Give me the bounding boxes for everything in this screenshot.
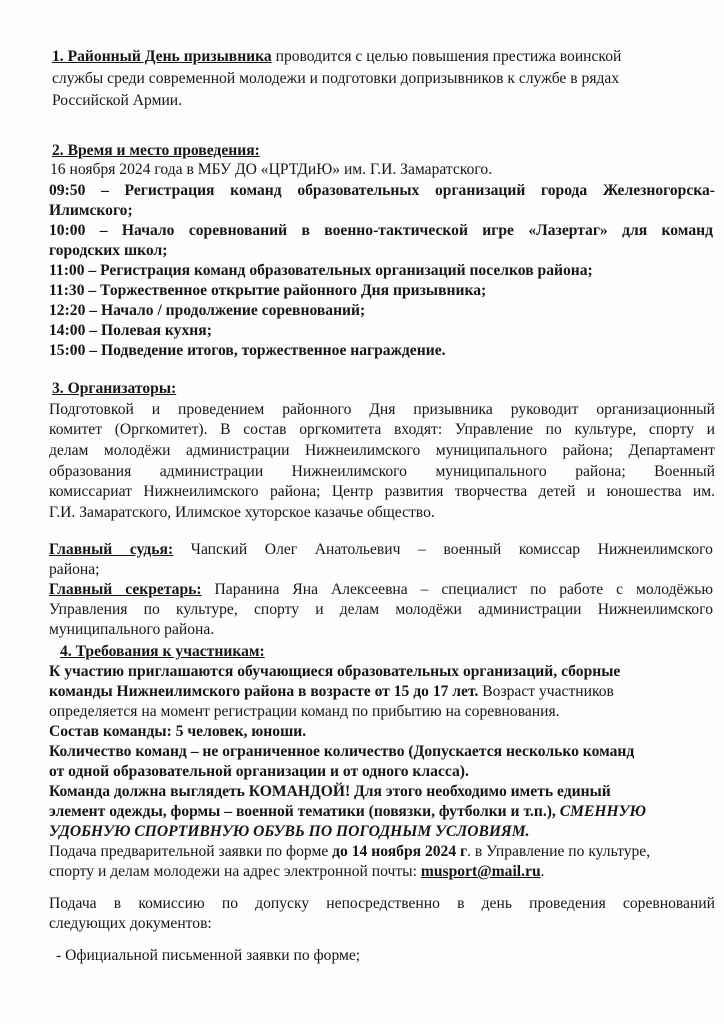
chief-secretary-label: Главный секретарь:	[49, 581, 202, 598]
schedule-item-2: 10:00 – Начало соревнований в военно-тактической игре «Лазертаг» для команд	[49, 222, 713, 239]
schedule-item-6: 14:00 – Полевая кухня;	[49, 322, 212, 339]
schedule-item-1-cont: Илимского;	[49, 202, 133, 219]
schedule-item-3: 11:00 – Регистрация команд образовательных организаций поселков района;	[49, 262, 593, 279]
section3-line1: Подготовкой и проведением районного Дня призывника руководит организационный	[49, 401, 715, 418]
chief-judge-line2: района;	[49, 561, 100, 578]
schedule-item-1: 09:50 – Регистрация команд образовательных организаций города Железногорска-	[49, 182, 715, 199]
team-look-line2-bold: элемент одежды, формы – военной тематики (повязки, футболки и т.п.),	[49, 803, 560, 820]
chief-judge-text: Чапский Олег Анатольевич – военный комиссар Нижнеилимского	[173, 541, 713, 558]
chief-secretary-text: Паранина Яна Алексеевна – специалист по работе с молодёжью	[201, 581, 713, 598]
schedule-item-4: 11:30 – Торжественное открытие районного Дня призывника;	[49, 282, 487, 299]
section1-line1-rest: проводится с целью повышения престижа воинской	[271, 48, 622, 65]
section3-heading: 3. Организаторы:	[52, 380, 177, 397]
chief-secretary-line2: Управления по культуре, спорту и делам молодёжи администрации Нижнеилимского	[49, 601, 713, 618]
chief-secretary-line	[49, 580, 713, 600]
section4-p1-line1: К участию приглашаются обучающиеся образовательных организаций, сборные	[49, 663, 621, 680]
contact-email-link[interactable]: musport@mail.ru	[420, 863, 541, 880]
section4-p1-line2-rest: Возраст участников	[478, 683, 614, 700]
application-deadline: до 14 ноября 2024 г	[332, 843, 468, 860]
team-look-line1: Команда должна выглядеть КОМАНДОЙ! Для этого необходимо иметь единый	[49, 783, 611, 800]
team-look-line2	[49, 802, 646, 822]
section1-heading: 1. Районный День призывника	[52, 48, 272, 65]
document-list-item-1: - Официальной письменной заявки по форме;	[56, 947, 361, 964]
chief-judge-line	[49, 540, 713, 560]
section4-p1-line3: определяется на момент регистрации команд по прибытию на соревнования.	[49, 703, 560, 720]
section3-line2: комитет (Оргкомитет). В состав оргкомитета входят: Управление по культуре, спорту и	[49, 421, 715, 438]
application-line2	[49, 862, 545, 882]
application-line2-c: .	[540, 863, 545, 880]
section3-line3: делам молодёжи администрации Нижнеилимского муниципального района; Департамент	[49, 442, 715, 459]
schedule-item-7: 15:00 – Подведение итогов, торжественное награждение.	[49, 342, 446, 359]
section2-heading: 2. Время и место проведения:	[52, 142, 260, 159]
section3-line4: образования администрации Нижнеилимского муниципального района; Военный	[49, 463, 715, 480]
section2-date-place: 16 ноября 2024 года в МБУ ДО «ЦРТДиЮ» им. Г.И. Замаратского.	[50, 161, 493, 178]
team-composition: Состав команды: 5 человек, юноши.	[49, 723, 307, 740]
team-count-line1: Количество команд – не ограниченное количество (Допускается несколько команд	[49, 743, 635, 760]
commission-line2: следующих документов:	[49, 915, 212, 932]
section4-p1-line2	[49, 682, 614, 702]
commission-line1: Подача в комиссию по допуску непосредственно в день проведения соревнований	[49, 895, 715, 912]
application-line1-c: . в Управление по культуре,	[467, 843, 651, 860]
chief-secretary-line3: муниципального района.	[49, 621, 215, 638]
section1-line2: службы среди современной молодежи и подготовки допризывников к службе в рядах	[52, 70, 620, 87]
section3-line6: Г.И. Замаратского, Илимское хуторское казачье общество.	[49, 504, 435, 521]
application-line1-a: Подача предварительной заявки по форме	[49, 843, 333, 860]
application-line1	[49, 842, 650, 862]
section1-first-line	[52, 47, 621, 67]
section1-line3: Российской Армии.	[52, 92, 183, 109]
section3-line5: комиссариат Нижнеилимского района; Центр развития творчества детей и юношества им.	[49, 483, 715, 500]
team-look-line2-italic: СМЕННУЮ	[559, 803, 646, 820]
chief-judge-label: Главный судья:	[49, 541, 174, 558]
schedule-item-2-cont: городских школ;	[49, 242, 168, 259]
team-count-line2: от одной образовательной организации и от одного класса).	[49, 763, 469, 780]
team-look-line3: УДОБНУЮ СПОРТИВНУЮ ОБУВЬ ПО ПОГОДНЫМ УСЛОВИЯМ.	[49, 823, 530, 840]
application-line2-a: спорту и делам молодежи на адрес электронной почты:	[49, 863, 421, 880]
section4-p1-line2-bold: команды Нижнеилимского района в возрасте от 15 до 17 лет.	[49, 683, 479, 700]
section4-heading: 4. Требования к участникам:	[60, 643, 265, 660]
schedule-item-5: 12:20 – Начало / продолжение соревнований;	[49, 302, 366, 319]
